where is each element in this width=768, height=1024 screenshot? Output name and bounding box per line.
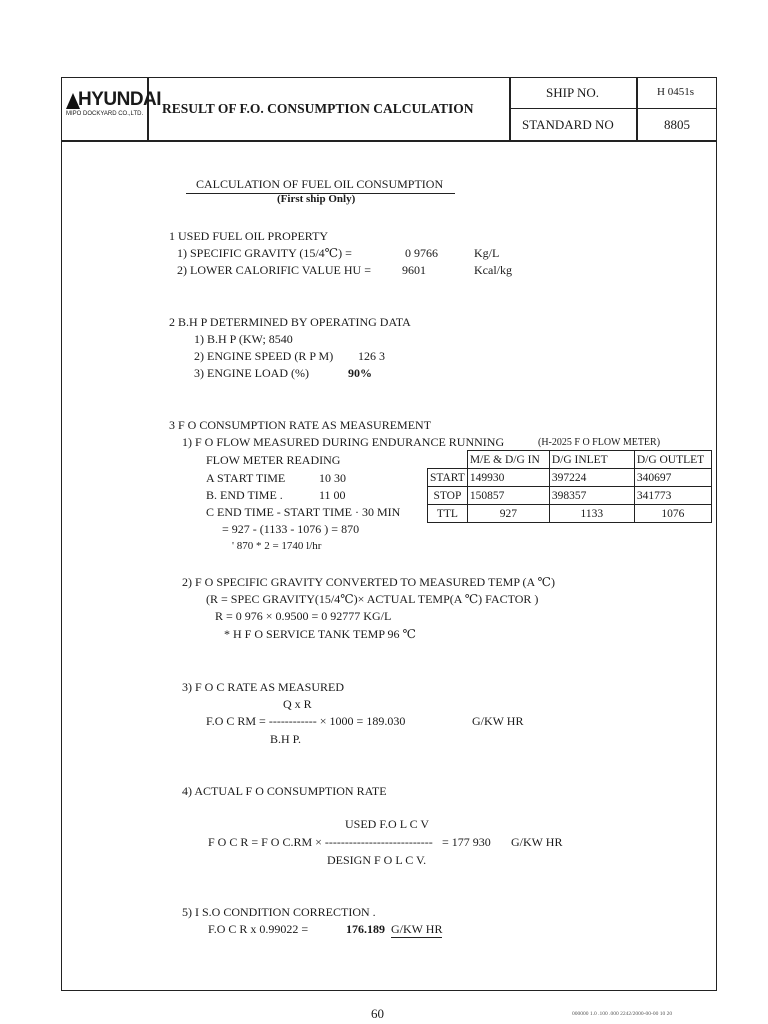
section-3-title: 3 F O CONSUMPTION RATE AS MEASUREMENT [169,418,432,432]
actual-focr-denominator: DESIGN F O L C V. [327,853,427,867]
specific-gravity-value: 0 9766 [405,246,438,260]
table-header-row [428,451,712,469]
actual-focr-result: = 177 930 [442,835,491,849]
table-row [428,487,712,505]
engine-load-label: 3) ENGINE LOAD (%) [194,366,309,380]
start-time-value: 10 30 [319,471,346,485]
fo-flow-measured: 1) F O FLOW MEASURED DURING ENDURANCE RUNNING [182,435,505,449]
table-cell: TTL [428,505,468,523]
focr-formula: F.O C RM = ------------ × 1000 = 189.030 [206,714,406,728]
iso-correction-title: 5) I S.O CONDITION CORRECTION . [182,905,376,919]
flow-meter-note: (H-2025 F O FLOW METER) [538,437,661,448]
table-row [428,469,712,487]
calorific-value-value: 9601 [402,263,426,277]
table-cell: 398357 [549,487,634,505]
iso-correction-result: 176.189 [346,922,385,936]
specific-gravity-converted-title: 2) F O SPECIFIC GRAVITY CONVERTED TO MEASURED TEMP (A ℃) [182,575,555,589]
section-1-title: 1 USED FUEL OIL PROPERTY [169,229,329,243]
table-cell: START [428,469,468,487]
header-bottom-line [61,140,717,142]
iso-correction-unit: G/KW HR [391,922,443,936]
table-cell: STOP [428,487,468,505]
table-cell: 397224 [549,469,634,487]
calorific-value-label: 2) LOWER CALORIFIC VALUE HU = [177,263,371,277]
table-cell: 1133 [549,505,634,523]
doc-heading: CALCULATION OF FUEL OIL CONSUMPTION [186,177,455,194]
r-value-line: R = 0 976 × 0.9500 = 0 92777 KG/L [215,609,392,623]
actual-focr-unit: G/KW HR [511,835,563,849]
focr-denominator: B.H P. [270,732,302,746]
actual-focr-title: 4) ACTUAL F O CONSUMPTION RATE [182,784,387,798]
standard-no-value: 8805 [664,117,690,132]
focr-numerator: Q x R [283,697,312,711]
flow-calc-1: = 927 - (1133 - 1076 ) = 870 [222,522,360,536]
calorific-value-unit: Kcal/kg [474,263,512,277]
specific-gravity-label: 1) SPECIFIC GRAVITY (15/4℃) = [177,246,352,260]
section-2-title: 2 B.H P DETERMINED BY OPERATING DATA [169,315,411,329]
specific-gravity-unit: Kg/L [474,246,500,260]
actual-focr-formula: F O C R = F O C.RM × --------------------------- [208,835,433,849]
table-header-cell [428,451,468,469]
table-header-cell: D/G OUTLET [634,451,711,469]
flow-meter-table [427,450,712,523]
bhp-line: 1) B.H P (KW; 8540 [194,332,293,346]
flow-meter-reading-label: FLOW METER READING [206,453,341,467]
header-divider-title [509,77,511,141]
header-mid-line [509,108,717,109]
start-time-label: A START TIME [206,471,286,485]
table-cell: 150857 [467,487,549,505]
specific-gravity-formula: (R = SPEC GRAVITY(15/4℃)× ACTUAL TEMP(A ℃) FACTOR ) [206,592,539,606]
logo-text: HYUNDAI [78,89,162,110]
engine-speed-label: 2) ENGINE SPEED (R P M) [194,349,334,363]
actual-focr-numerator: USED F.O L C V [345,817,430,831]
ship-no-label: SHIP NO. [546,85,599,100]
end-time-label: B. END TIME . [206,488,283,502]
table-cell: 340697 [634,469,711,487]
table-row [428,505,712,523]
flow-calc-2: ' 870 * 2 = 1740 l/hr [232,540,322,552]
table-header-cell: M/E & D/G IN [467,451,549,469]
focr-unit: G/KW HR [472,714,524,728]
page-number: 60 [371,1006,384,1021]
table-cell: 1076 [634,505,711,523]
focr-measured-title: 3) F O C RATE AS MEASURED [182,680,345,694]
service-tank-temp: * H F O SERVICE TANK TEMP 96 ℃ [224,627,416,641]
table-cell: 341773 [634,487,711,505]
standard-no-label: STANDARD NO [522,117,614,132]
footer-stamp: 000000 1.0 .100 .000 2242/2000-00-00 10 20 [572,1011,673,1017]
table-cell: 149930 [467,469,549,487]
logo-subtext: MIPO DOCKYARD CO.,LTD. [66,111,144,117]
duration-line: C END TIME - START TIME · 30 MIN [206,505,401,519]
table-header-cell: D/G INLET [549,451,634,469]
end-time-value: 11 00 [319,488,346,502]
doc-subheading: (First ship Only) [277,193,356,205]
engine-speed-value: 126 3 [358,349,385,363]
iso-correction-formula: F.O C R x 0.99022 = [208,922,309,936]
page-title: RESULT OF F.O. CONSUMPTION CALCULATION [162,101,474,116]
table-cell: 927 [467,505,549,523]
engine-load-value: 90% [348,366,372,380]
ship-no-value: H 0451s [657,86,694,98]
header-divider-values [636,77,638,141]
